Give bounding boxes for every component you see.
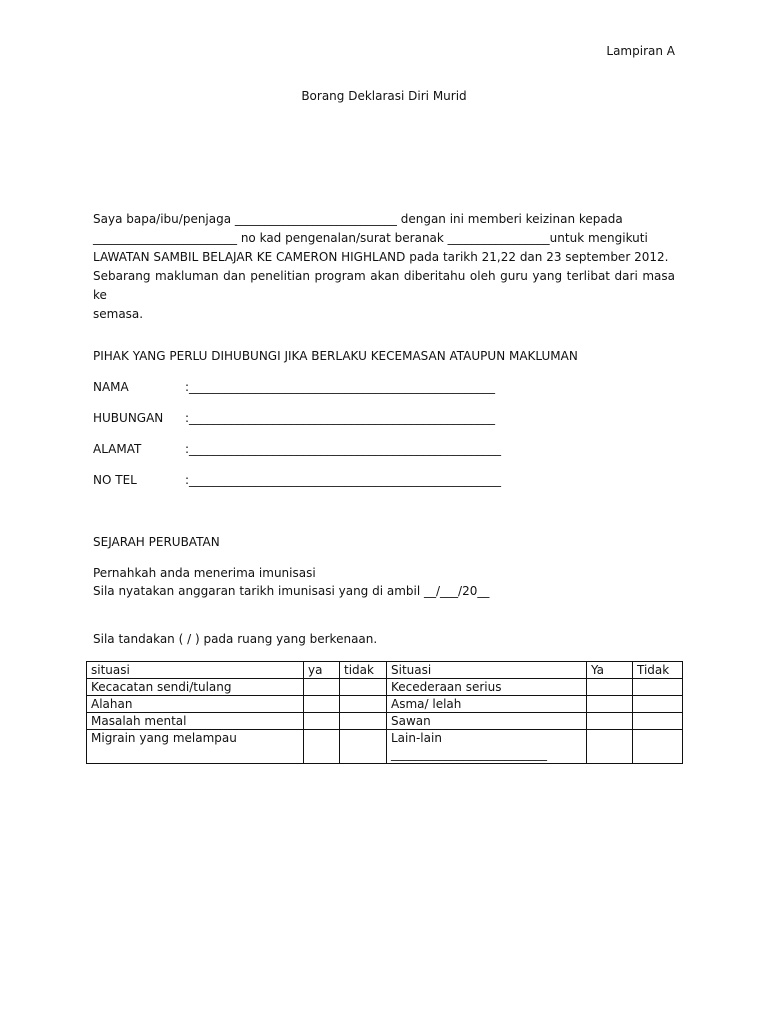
phone-input-line[interactable]: :____________________________________________________ <box>185 473 502 487</box>
field-label: NAMA <box>93 380 129 394</box>
no-checkbox-cell[interactable] <box>633 696 683 713</box>
form-title: Borang Deklarasi Diri Murid <box>301 89 467 103</box>
field-row-no-tel <box>93 473 501 487</box>
column-header: situasi <box>87 662 304 679</box>
field-label: ALAMAT <box>93 442 142 456</box>
situation-cell: Masalah mental <box>87 713 304 730</box>
immunisation-question: Pernahkah anda menerima imunisasi <box>93 566 316 580</box>
situation-cell: Asma/ lelah <box>387 696 587 713</box>
column-header: Situasi <box>387 662 587 679</box>
no-checkbox-cell[interactable] <box>340 730 387 764</box>
situation-cell: Kecacatan sendi/tulang <box>87 679 304 696</box>
table-row <box>87 679 683 696</box>
declaration-line: LAWATAN SAMBIL BELAJAR KE CAMERON HIGHLAND pada tarikh 21,22 dan 23 september 2012. <box>93 250 669 264</box>
no-checkbox-cell[interactable] <box>340 696 387 713</box>
table-row <box>87 713 683 730</box>
table-header-row <box>87 662 683 679</box>
column-header: tidak <box>340 662 387 679</box>
table-row <box>87 696 683 713</box>
column-header: Ya <box>587 662 633 679</box>
yes-checkbox-cell[interactable] <box>304 730 340 764</box>
situation-cell: Alahan <box>87 696 304 713</box>
tick-instruction: Sila tandakan ( / ) pada ruang yang berkenaan. <box>93 632 378 646</box>
situation-cell: Kecederaan serius <box>387 679 587 696</box>
yes-checkbox-cell[interactable] <box>304 696 340 713</box>
immunisation-date-question: Sila nyatakan anggaran tarikh imunisasi yang di ambil __/___/20__ <box>93 584 490 598</box>
yes-checkbox-cell[interactable] <box>304 713 340 730</box>
no-checkbox-cell[interactable] <box>633 730 683 764</box>
situation-cell: Sawan <box>387 713 587 730</box>
situation-cell: Migrain yang melampau <box>87 730 304 764</box>
no-checkbox-cell[interactable] <box>633 713 683 730</box>
no-checkbox-cell[interactable] <box>633 679 683 696</box>
other-label: Lain-lain <box>391 731 442 745</box>
no-checkbox-cell[interactable] <box>340 679 387 696</box>
column-header: Tidak <box>633 662 683 679</box>
table-row <box>87 730 683 764</box>
field-label: NO TEL <box>93 473 137 487</box>
address-input-line[interactable]: :____________________________________________________ <box>185 442 502 456</box>
field-row-alamat <box>93 442 501 456</box>
declaration-line: ________________________ no kad pengenalan/surat beranak _________________untuk mengikuti <box>93 231 648 245</box>
relationship-input-line[interactable]: :___________________________________________________ <box>185 411 496 425</box>
column-header: ya <box>304 662 340 679</box>
other-input-line[interactable]: __________________________ <box>391 747 547 761</box>
situation-table <box>86 661 683 764</box>
medical-section-heading: SEJARAH PERUBATAN <box>93 535 220 549</box>
yes-checkbox-cell[interactable] <box>587 679 633 696</box>
declaration-line: semasa. <box>93 307 144 321</box>
appendix-label: Lampiran A <box>606 44 675 58</box>
declaration-paragraph <box>93 210 675 324</box>
no-checkbox-cell[interactable] <box>340 713 387 730</box>
yes-checkbox-cell[interactable] <box>587 713 633 730</box>
declaration-line: Saya bapa/ibu/penjaga ___________________________ dengan ini memberi keizinan kepada <box>93 212 623 226</box>
yes-checkbox-cell[interactable] <box>587 730 633 764</box>
contact-section-heading: PIHAK YANG PERLU DIHUBUNGI JIKA BERLAKU KECEMASAN ATAUPUN MAKLUMAN <box>93 349 578 363</box>
declaration-line: Sebarang makluman dan penelitian program akan diberitahu oleh guru yang terlibat dari masa ke <box>93 269 675 302</box>
situation-cell-other <box>387 730 587 764</box>
name-input-line[interactable]: :___________________________________________________ <box>185 380 496 394</box>
yes-checkbox-cell[interactable] <box>587 696 633 713</box>
field-label: HUBUNGAN <box>93 411 164 425</box>
field-row-hubungan <box>93 411 495 425</box>
field-row-nama <box>93 380 495 394</box>
yes-checkbox-cell[interactable] <box>304 679 340 696</box>
